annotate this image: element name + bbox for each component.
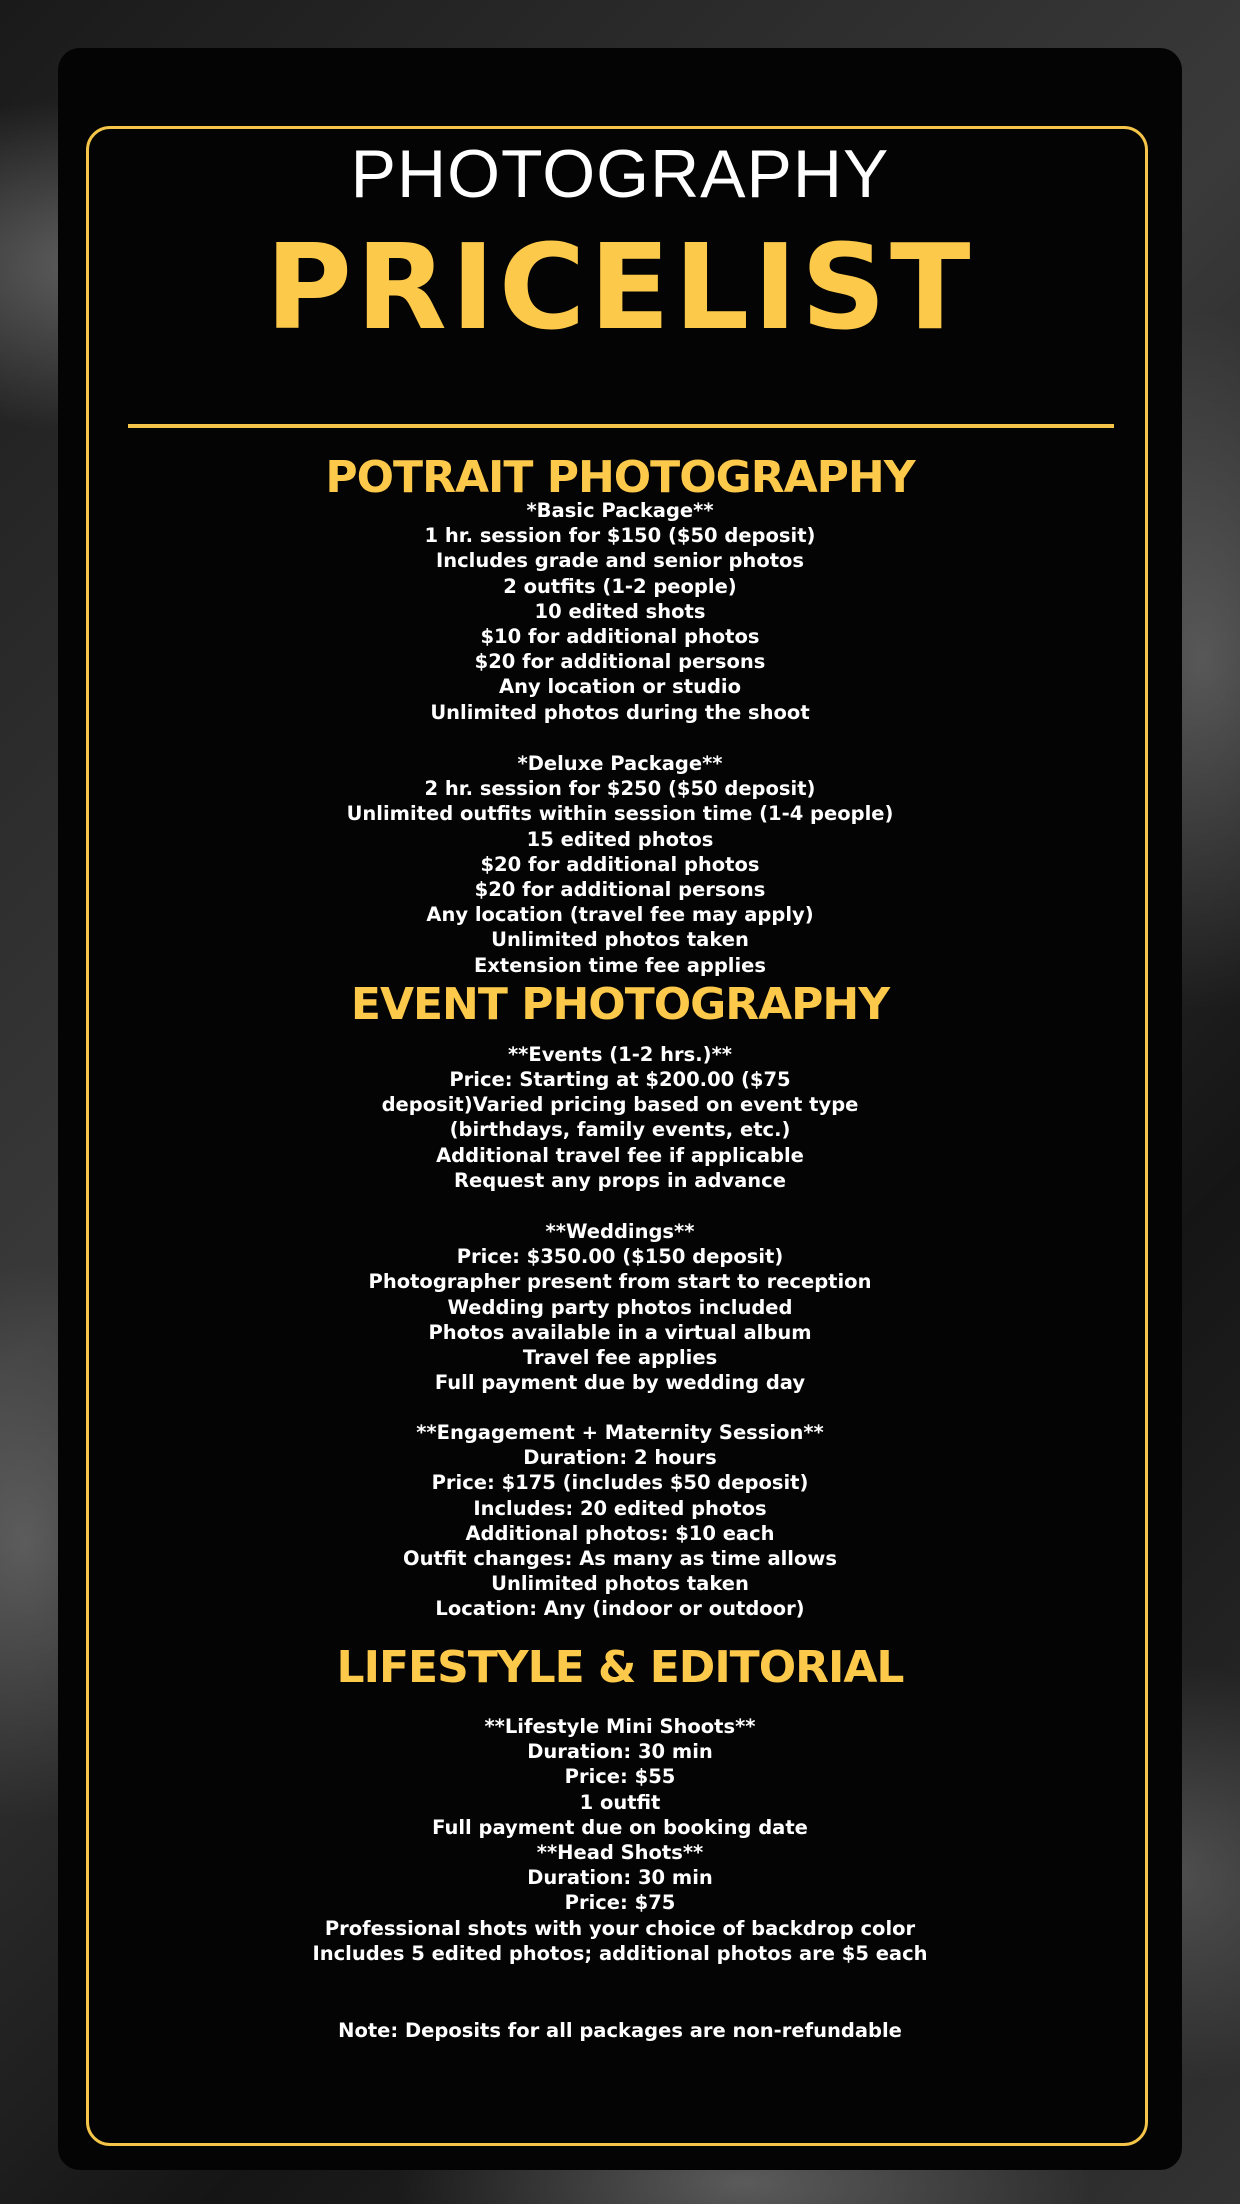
deluxe-line: Unlimited outfits within session time (1-4 people) bbox=[346, 802, 894, 826]
engagement-line: Outfit changes: As many as time allows bbox=[403, 1547, 837, 1571]
weddings-block bbox=[58, 1219, 1182, 1395]
lifestyle-line: 1 outfit bbox=[579, 1790, 661, 1814]
events-extra-block bbox=[58, 1143, 1182, 1193]
section-title-portrait: POTRAIT PHOTOGRAPHY bbox=[325, 452, 915, 503]
pricelist-card bbox=[58, 48, 1182, 2170]
deluxe-line: Any location (travel fee may apply) bbox=[426, 903, 814, 927]
engagement-line: Unlimited photos taken bbox=[491, 1572, 749, 1596]
section-title-lifestyle: LIFESTYLE & EDITORIAL bbox=[336, 1642, 904, 1693]
events-price-block bbox=[370, 1067, 870, 1143]
lifestyle-line: Price: $55 bbox=[564, 1765, 676, 1789]
deluxe-line: $20 for additional persons bbox=[474, 878, 766, 902]
basic-line: 2 outfits (1-2 people) bbox=[503, 574, 737, 598]
deposit-note-text: Note: Deposits for all packages are non-refundable bbox=[338, 2019, 902, 2042]
weddings-line: **Weddings** bbox=[545, 1220, 695, 1243]
deluxe-line: Extension time fee applies bbox=[473, 953, 767, 977]
engagement-block bbox=[58, 1420, 1182, 1622]
lifestyle-line: Duration: 30 min bbox=[527, 1866, 713, 1890]
events-price-text: Price: Starting at $200.00 ($75 deposit)Varied pricing based on event type (birthdays, family events, etc.) bbox=[381, 1068, 859, 1142]
header-photography: PHOTOGRAPHY bbox=[350, 136, 890, 212]
events-heading-text: **Events (1-2 hrs.)** bbox=[507, 1043, 732, 1066]
basic-line: $10 for additional photos bbox=[480, 625, 760, 649]
deluxe-package-block bbox=[58, 751, 1182, 978]
weddings-line: Wedding party photos included bbox=[447, 1295, 793, 1319]
engagement-line: Includes: 20 edited photos bbox=[473, 1496, 767, 1520]
header-divider bbox=[128, 424, 1114, 428]
basic-package-block bbox=[58, 498, 1182, 725]
weddings-line: Full payment due by wedding day bbox=[434, 1371, 806, 1395]
deluxe-line: Unlimited photos taken bbox=[491, 928, 749, 952]
weddings-line: Photographer present from start to reception bbox=[368, 1270, 872, 1294]
deluxe-line: *Deluxe Package** bbox=[517, 752, 723, 775]
engagement-line: Duration: 2 hours bbox=[523, 1446, 717, 1470]
lifestyle-line: **Head Shots** bbox=[536, 1841, 704, 1865]
lifestyle-block bbox=[58, 1714, 1182, 1966]
basic-line: $20 for additional persons bbox=[474, 650, 766, 674]
deposit-note bbox=[58, 2018, 1182, 2043]
basic-line: Includes grade and senior photos bbox=[435, 549, 805, 573]
header-pricelist: PRICELIST bbox=[265, 218, 975, 356]
section-title-event: EVENT PHOTOGRAPHY bbox=[350, 979, 890, 1030]
weddings-line: Photos available in a virtual album bbox=[428, 1320, 812, 1344]
basic-line: 10 edited shots bbox=[534, 599, 706, 623]
basic-line: *Basic Package** bbox=[526, 499, 714, 522]
basic-line: Any location or studio bbox=[499, 675, 741, 699]
weddings-line: Price: $350.00 ($150 deposit) bbox=[456, 1245, 784, 1269]
basic-line: Unlimited photos during the shoot bbox=[430, 700, 810, 724]
basic-line: 1 hr. session for $150 ($50 deposit) bbox=[424, 524, 816, 548]
lifestyle-line: Includes 5 edited photos; additional photos are $5 each bbox=[312, 1941, 928, 1965]
deluxe-line: 15 edited photos bbox=[526, 827, 714, 851]
engagement-line: Additional photos: $10 each bbox=[465, 1521, 775, 1545]
lifestyle-line: Duration: 30 min bbox=[527, 1740, 713, 1764]
deluxe-line: $20 for additional photos bbox=[480, 852, 760, 876]
events-line: Additional travel fee if applicable bbox=[436, 1144, 804, 1167]
lifestyle-line: Price: $75 bbox=[564, 1891, 676, 1915]
lifestyle-line: **Lifestyle Mini Shoots** bbox=[484, 1715, 756, 1738]
engagement-line: Price: $175 (includes $50 deposit) bbox=[431, 1471, 809, 1495]
events-line: Request any props in advance bbox=[454, 1169, 786, 1193]
engagement-line: **Engagement + Maternity Session** bbox=[416, 1421, 824, 1444]
deluxe-line: 2 hr. session for $250 ($50 deposit) bbox=[424, 777, 816, 801]
weddings-line: Travel fee applies bbox=[522, 1346, 718, 1370]
lifestyle-line: Full payment due on booking date bbox=[432, 1815, 808, 1839]
lifestyle-line: Professional shots with your choice of backdrop color bbox=[324, 1916, 916, 1940]
engagement-line: Location: Any (indoor or outdoor) bbox=[435, 1597, 805, 1621]
events-heading bbox=[58, 1042, 1182, 1067]
